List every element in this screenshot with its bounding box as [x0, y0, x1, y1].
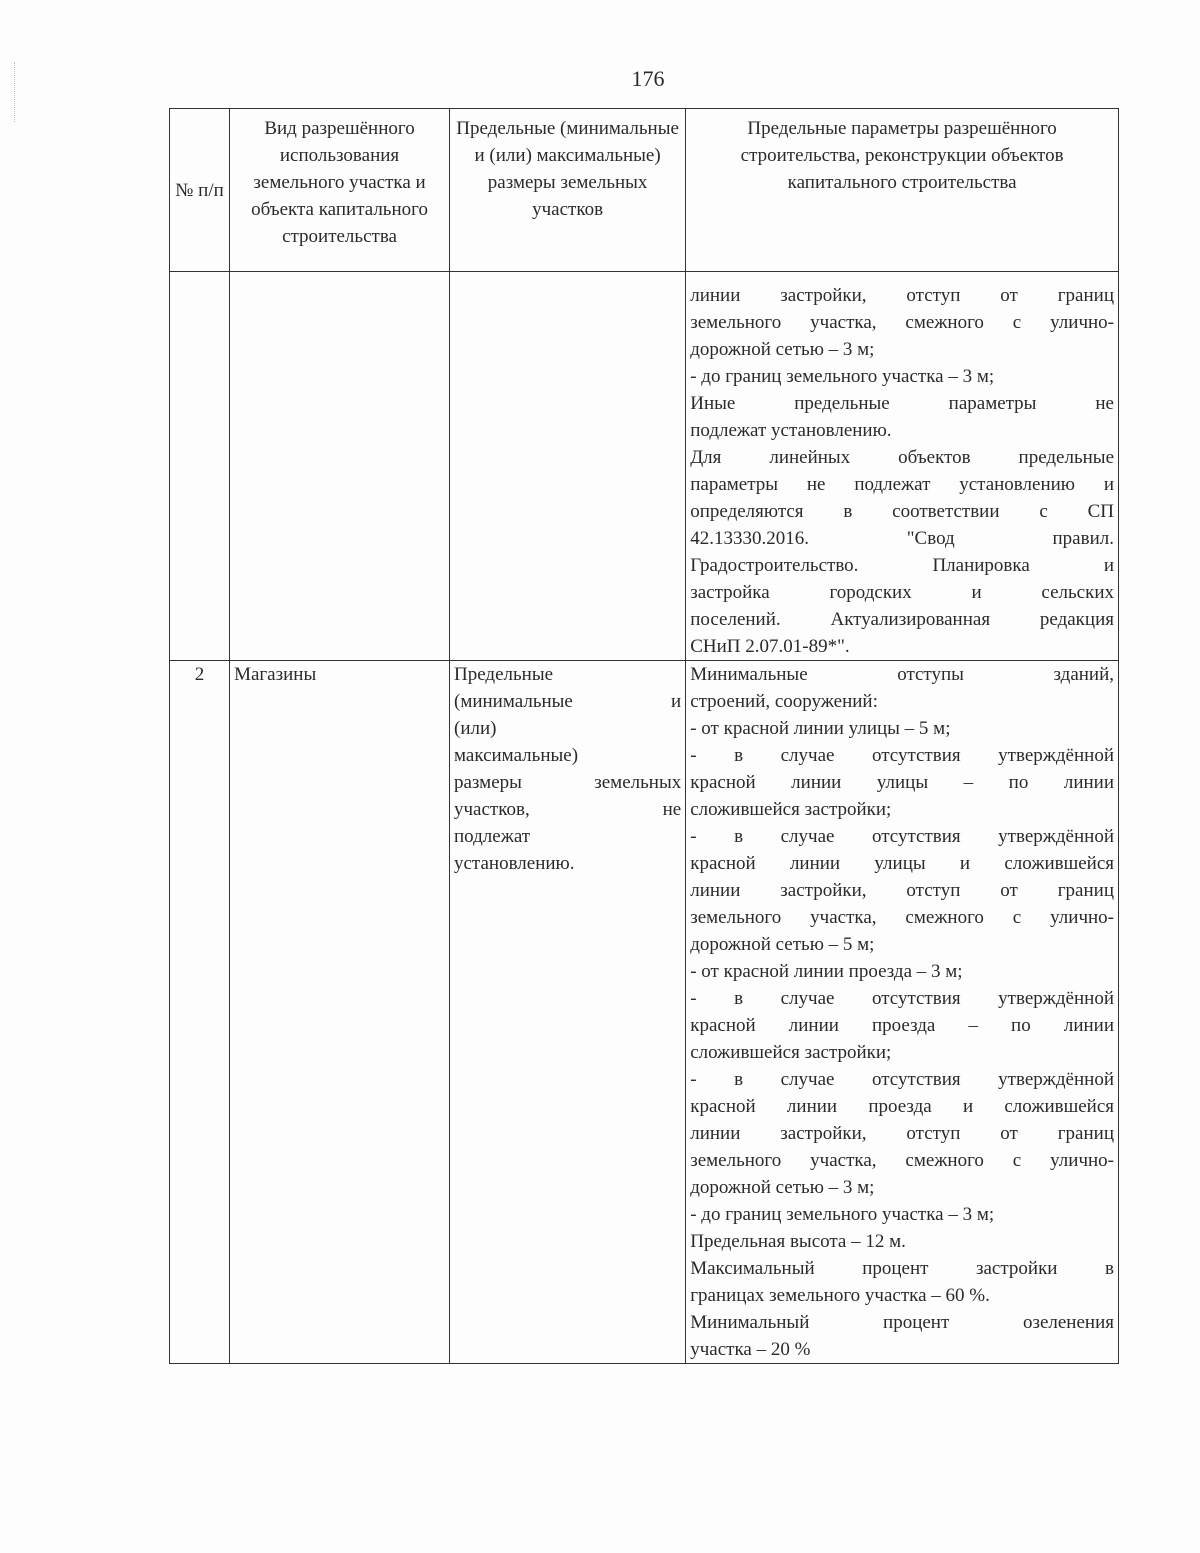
param-line: красной линии улицы и сложившейся — [690, 853, 1114, 874]
param-line: красной линии проезда и сложившейся — [690, 1096, 1114, 1117]
param-line: - до границ земельного участка – 3 м; — [690, 1204, 995, 1225]
row-size — [450, 272, 686, 661]
row-params — [686, 661, 1119, 1364]
param-line: параметры не подлежат установлению и — [690, 474, 1114, 495]
param-line: СНиП 2.07.01-89*". — [690, 636, 850, 657]
param-line: подлежат установлению. — [690, 420, 892, 441]
param-line: - в случае отсутствия утверждённой — [690, 745, 1114, 766]
param-line: дорожной сетью – 3 м; — [690, 339, 875, 360]
param-line: застройка городских и сельских — [690, 582, 1114, 603]
param-line: сложившейся застройки; — [690, 799, 892, 820]
param-line: - до границ земельного участка – 3 м; — [690, 366, 995, 387]
row-kind: Магазины — [230, 661, 450, 1364]
header-params: Предельные параметры разрешённого строительства, реконструкции объектов капитального строительства — [686, 109, 1119, 272]
header-num: № п/п — [170, 109, 230, 272]
param-line: Для линейных объектов предельные — [690, 447, 1114, 468]
param-line: - в случае отсутствия утверждённой — [690, 826, 1114, 847]
param-line: поселений. Актуализированная редакция — [690, 609, 1114, 630]
param-line: дорожной сетью – 3 м; — [690, 1177, 875, 1198]
param-line: Предельная высота – 12 м. — [690, 1231, 906, 1252]
param-line: линии застройки, отступ от границ — [690, 880, 1114, 901]
table-row — [170, 661, 1119, 1364]
param-line: Иные предельные параметры не — [690, 393, 1114, 414]
size-line: (минимальные и — [454, 691, 682, 712]
param-line: - от красной линии проезда – 3 м; — [690, 961, 963, 982]
size-line: максимальные) — [454, 745, 579, 766]
page-number: 176 — [631, 66, 665, 91]
param-line: дорожной сетью – 5 м; — [690, 934, 875, 955]
param-line: Минимальные отступы зданий, — [690, 664, 1114, 685]
param-line: Минимальный процент озеленения — [690, 1312, 1114, 1333]
size-line: Предельные — [454, 664, 554, 685]
param-line: строений, сооружений: — [690, 691, 878, 712]
param-line: - в случае отсутствия утверждённой — [690, 1069, 1114, 1090]
param-line: - от красной линии улицы – 5 м; — [690, 718, 951, 739]
size-line: размеры земельных — [454, 772, 682, 793]
param-line: земельного участка, смежного с улично- — [690, 1150, 1114, 1171]
header-kind: Вид разрешённого использования земельного участка и объекта капитального строительства — [230, 109, 450, 272]
param-line: определяются в соответствии с СП — [690, 501, 1114, 522]
table-row — [170, 272, 1119, 661]
param-line: - в случае отсутствия утверждённой — [690, 988, 1114, 1009]
param-line: красной линии улицы – по линии — [690, 772, 1114, 793]
size-line: подлежат — [454, 826, 531, 847]
size-line: установлению. — [454, 853, 575, 874]
param-line: 42.13330.2016. "Свод правил. — [690, 528, 1114, 549]
table-header-row — [170, 109, 1119, 272]
param-line: сложившейся застройки; — [690, 1042, 892, 1063]
param-line: линии застройки, отступ от границ — [690, 285, 1114, 306]
row-number — [170, 272, 230, 661]
land-use-table — [169, 108, 1119, 1364]
size-line: (или) — [454, 718, 497, 739]
size-line: участков, не — [454, 799, 682, 820]
param-line: Максимальный процент застройки в — [690, 1258, 1114, 1279]
param-line: линии застройки, отступ от границ — [690, 1123, 1114, 1144]
row-number: 2 — [170, 661, 230, 1364]
param-line: участка – 20 % — [690, 1339, 811, 1360]
param-line: красной линии проезда – по линии — [690, 1015, 1114, 1036]
row-size — [450, 661, 686, 1364]
param-line: Градостроительство. Планировка и — [690, 555, 1114, 576]
param-line: земельного участка, смежного с улично- — [690, 312, 1114, 333]
header-size: Предельные (минимальные и (или) максимальные) размеры земельных участков — [450, 109, 686, 272]
param-line: земельного участка, смежного с улично- — [690, 907, 1114, 928]
row-kind — [230, 272, 450, 661]
param-line: границах земельного участка – 60 %. — [690, 1285, 990, 1306]
row-params — [686, 272, 1119, 661]
